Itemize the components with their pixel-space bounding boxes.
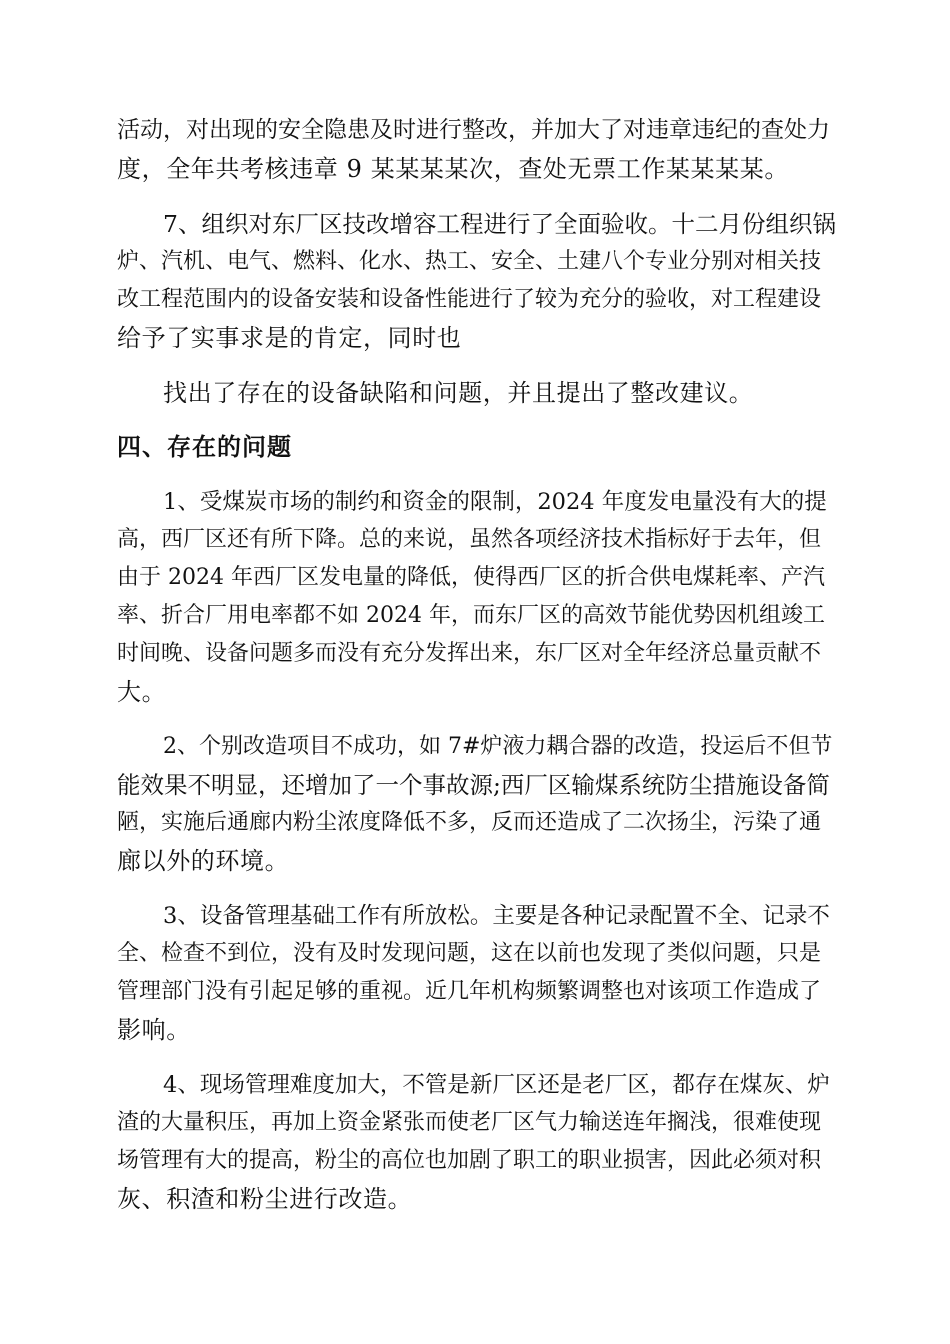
paragraph-line: 给予了实事求是的肯定，同时也 [117, 324, 462, 352]
paragraph-line: 改工程范围内的设备安装和设备性能进行了较为充分的验收，对工程建设 [117, 287, 822, 312]
paragraph-line: 灰、积渣和粉尘进行改造。 [117, 1185, 413, 1213]
paragraph-line: 由于 2024 年西厂区发电量的降低，使得西厂区的折合供电煤耗率、产汽 [117, 565, 825, 590]
paragraph-line: 炉、汽机、电气、燃料、化水、热工、安全、土建八个专业分别对相关技 [117, 249, 822, 274]
paragraph-line: 7、组织对东厂区技改增容工程进行了全面验收。十二月份组织锅 [163, 210, 836, 238]
paragraph-line: 全、检查不到位，没有及时发现问题，这在以前也发现了类似问题，只是 [117, 941, 822, 966]
paragraph-line: 陋，实施后通廊内粉尘浓度降低不多，反而还造成了二次扬尘，污染了通 [117, 810, 822, 835]
paragraph-line: 能效果不明显，还增加了一个事故源;西厂区输煤系统防尘措施设备简 [117, 771, 830, 799]
paragraph-line: 场管理有大的提高，粉尘的高位也加剧了职工的职业损害，因此必须对积 [117, 1148, 822, 1173]
paragraph-line: 渣的大量积压，再加上资金紧张而使老厂区气力输送连年搁浅，很难使现 [117, 1110, 822, 1135]
paragraph-line: 度，全年共考核违章 9 某某某某次，查处无票工作某某某某。 [117, 155, 789, 183]
paragraph-line: 影响。 [117, 1016, 191, 1044]
paragraph-line: 活动，对出现的安全隐患及时进行整改，并加大了对违章违纪的查处力 [117, 117, 830, 143]
paragraph-line: 大。 [117, 678, 167, 706]
paragraph-line: 2、个别改造项目不成功，如 7#炉液力耦合器的改造，投运后不但节 [163, 734, 833, 759]
paragraph-line: 找出了存在的设备缺陷和问题，并且提出了整改建议。 [163, 379, 754, 407]
paragraph-line: 管理部门没有引起足够的重视。近几年机构频繁调整也对该项工作造成了 [117, 979, 822, 1004]
paragraph-line: 4、现场管理难度加大，不管是新厂区还是老厂区，都存在煤灰、炉 [163, 1072, 830, 1098]
paragraph-line: 时间晚、设备问题多而没有充分发挥出来，东厂区对全年经济总量贡献不 [117, 641, 822, 666]
paragraph-line: 率、折合厂用电率都不如 2024 年，而东厂区的高效节能优势因机组竣工 [117, 603, 825, 628]
paragraph-line: 高，西厂区还有所下降。总的来说，虽然各项经济技术指标好于去年，但 [117, 527, 822, 552]
paragraph-line: 3、设备管理基础工作有所放松。主要是各种记录配置不全、记录不 [163, 903, 830, 929]
paragraph-line: 廊以外的环境。 [117, 847, 290, 875]
section-heading: 四、存在的问题 [117, 433, 292, 461]
paragraph-line: 1、受煤炭市场的制约和资金的限制，2024 年度发电量没有大的提 [163, 489, 827, 515]
